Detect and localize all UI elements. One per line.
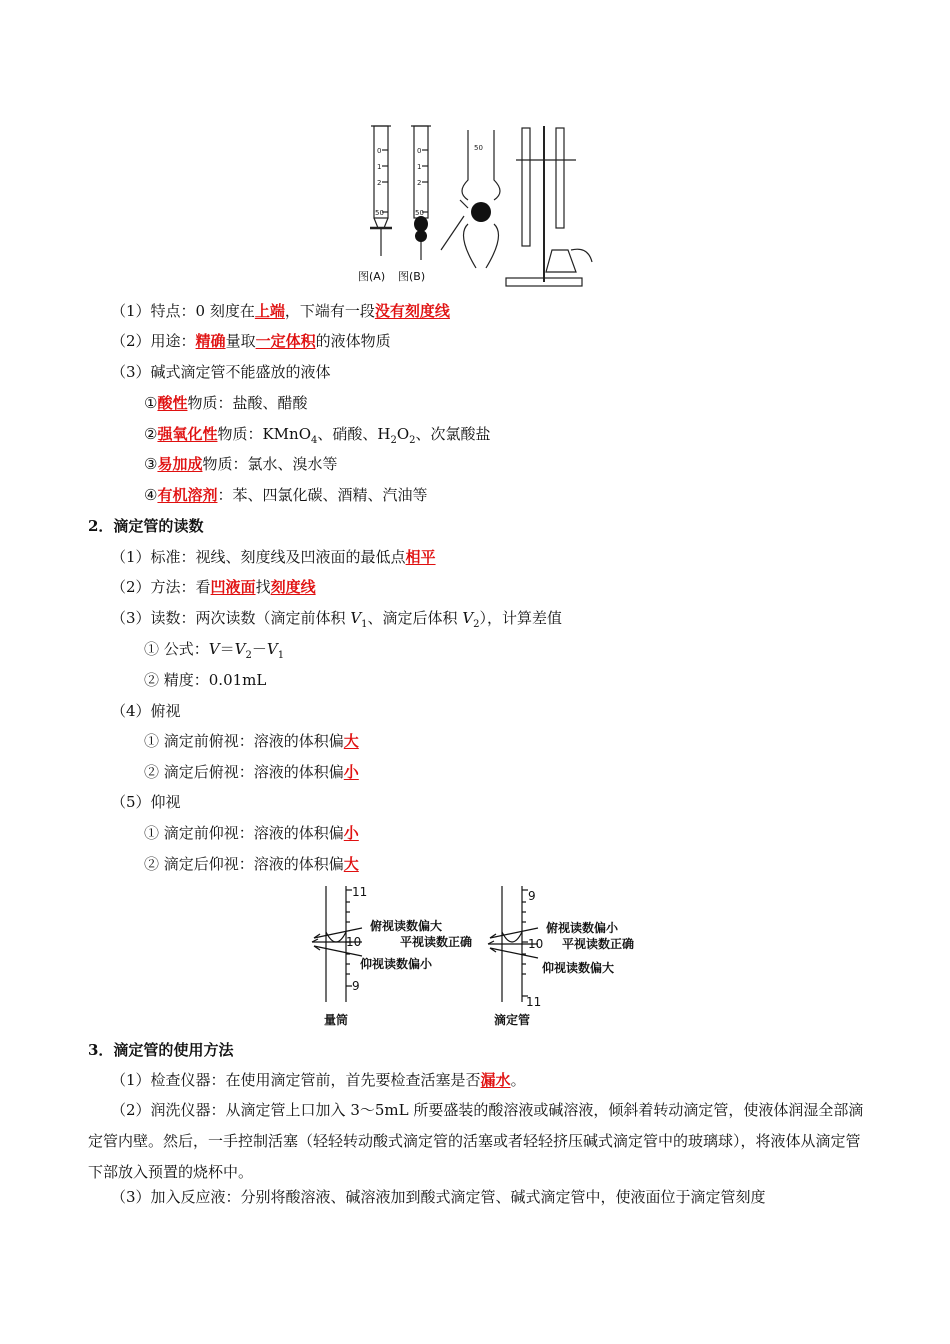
answer-blank: 大: [343, 855, 359, 873]
answer-blank: 没有刻度线: [374, 302, 450, 320]
standard-line: （1）标准：视线、刻度线及凹液面的最低点相平: [111, 548, 436, 566]
answer-blank: 刻度线: [270, 578, 316, 596]
tick-label: 1: [377, 163, 382, 171]
answer-blank: 小: [343, 824, 359, 842]
answer-blank: 漏水: [480, 1071, 511, 1089]
tick-label: 1: [417, 163, 422, 171]
answer-blank: 酸性: [157, 394, 188, 412]
list-item: ① 滴定前仰视：溶液的体积偏小: [144, 824, 359, 842]
answer-blank: 一定体积: [255, 332, 316, 350]
reading-note: 俯视读数偏小: [546, 921, 619, 935]
answer-blank: 上端: [254, 302, 285, 320]
scale-label: 9: [352, 979, 360, 993]
scale-label: 11: [352, 885, 368, 899]
tick-label: 50: [415, 209, 424, 217]
rinse-paragraph: （2）润洗仪器：从滴定管上口加入 3～5mL 所要盛装的酸溶液或碱溶液，倾斜着转动滴定管，使液体润湿全部滴定管内壁。然后，一手控制活塞（轻轻转动酸式滴定管的活塞或者轻轻挤压碱式滴定管中的玻璃球），将液体从滴定管下部放入预置的烧杯中。: [88, 1101, 864, 1181]
scale-label: 10: [346, 935, 362, 949]
answer-blank: 强氧化性: [157, 425, 218, 443]
look-up-line: （5）仰视: [111, 793, 181, 811]
list-item: ② 滴定后俯视：溶液的体积偏小: [144, 763, 359, 781]
figure-label-a: 图(A): [358, 270, 386, 283]
tick-label: 0: [377, 147, 382, 155]
list-item: ②强氧化性物质：KMnO$_4$、硝酸、$H_2O_2$、次氯酸盐: [144, 425, 491, 446]
reading-note: 仰视读数偏小: [360, 957, 433, 971]
check-line: （1）检查仪器：在使用滴定管前，首先要检查活塞是否漏水。: [111, 1071, 526, 1089]
section-heading: 2．滴定管的读数: [88, 517, 204, 535]
answer-blank: 精确: [195, 332, 226, 350]
figure-label-b: 图(B): [398, 270, 426, 283]
list-item: ④有机溶剂：苯、四氯化碳、酒精、汽油等: [144, 486, 428, 504]
list-item: ①酸性物质：盐酸、醋酸: [144, 394, 308, 412]
reading-note: 平视读数正确: [400, 935, 473, 949]
restriction-line: （3）碱式滴定管不能盛放的液体: [111, 363, 331, 381]
answer-blank: 凹液面: [210, 578, 256, 596]
answer-blank: 有机溶剂: [157, 486, 218, 504]
answer-blank: 易加成: [157, 455, 203, 473]
feature-line: （1）特点：0 刻度在上端，下端有一段没有刻度线: [111, 302, 450, 320]
reading-note: 仰视读数偏大: [542, 961, 615, 975]
list-item: ① 滴定前俯视：溶液的体积偏大: [144, 732, 359, 750]
tick-label: 50: [375, 209, 384, 217]
answer-blank: 小: [343, 763, 359, 781]
answer-blank: 大: [343, 732, 359, 750]
usage-line: （2）用途：精确量取一定体积的液体物质: [111, 332, 391, 350]
answer-blank: 相平: [405, 548, 436, 566]
scale-label: 11: [526, 995, 542, 1009]
fill-line: （3）加入反应液：分别将酸溶液、碱溶液加到酸式滴定管、碱式滴定管中，使液面位于滴定管刻度: [111, 1188, 766, 1206]
reading-note: 俯视读数偏大: [370, 919, 443, 933]
precision-line: ② 精度：0.01mL: [144, 671, 267, 689]
tick-label: 0: [417, 147, 422, 155]
figure-caption: 滴定管: [494, 1013, 531, 1027]
reading-diagram: [300, 882, 650, 1030]
look-down-line: （4）俯视: [111, 702, 181, 720]
reading-note: 平视读数正确: [562, 937, 635, 951]
list-item: ② 滴定后仰视：溶液的体积偏大: [144, 855, 359, 873]
tick-label: 2: [417, 179, 422, 187]
tick-label: 2: [377, 179, 382, 187]
list-item: ③易加成物质：氯水、溴水等: [144, 455, 338, 473]
scale-label: 9: [528, 889, 536, 903]
figure-caption: 量筒: [324, 1013, 349, 1027]
section-heading: 3．滴定管的使用方法: [88, 1041, 234, 1059]
scale-label: 10: [528, 937, 544, 951]
reading-line: （3）读数：两次读数（滴定前体积 $V_1$、滴定后体积 $V_2$），计算差值: [111, 609, 563, 630]
burette-diagram: [356, 120, 596, 292]
method-line: （2）方法：看凹液面找刻度线: [111, 578, 316, 596]
burette-top-label: 50: [474, 144, 483, 152]
formula-line: ① 公式：$V=V_2-V_1$: [144, 640, 285, 661]
